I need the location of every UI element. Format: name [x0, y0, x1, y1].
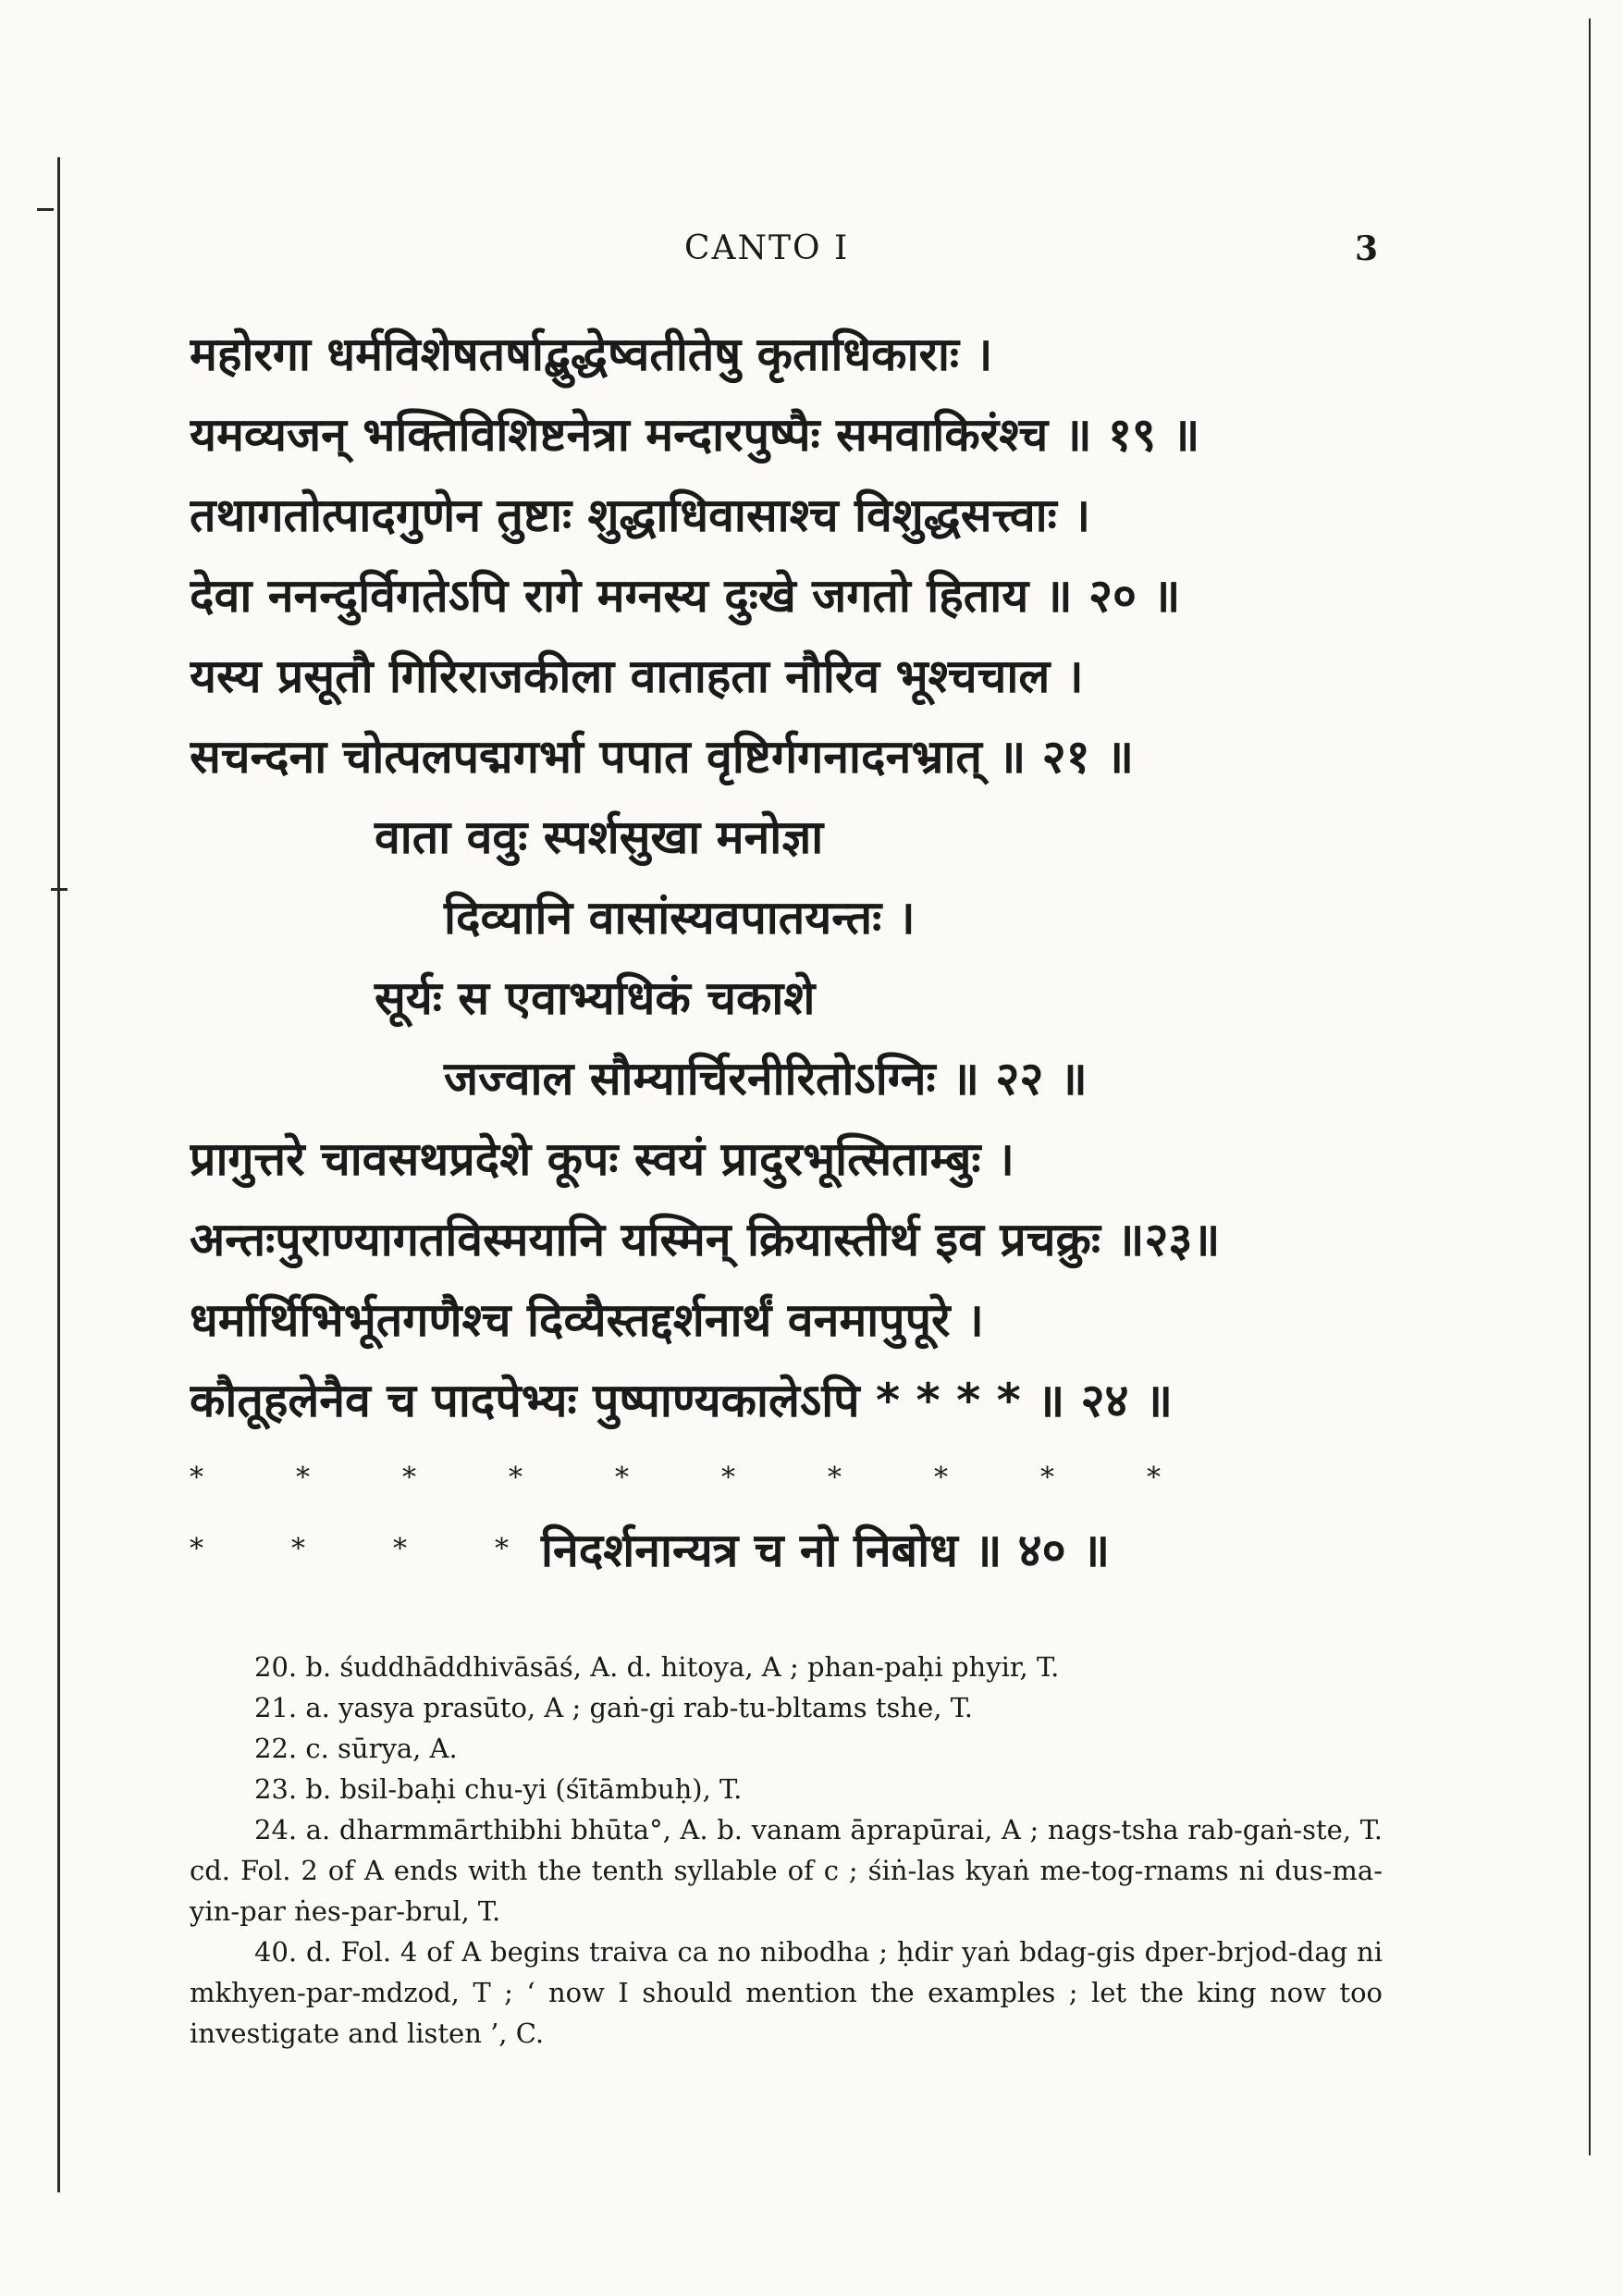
verse-line: प्रागुत्तरे चावसथप्रदेशे कूपः स्वयं प्रादुरभूत्सिताम्बुः । [190, 1132, 1014, 1186]
footnote: 40. d. Fol. 4 of A begins traiva ca no nibodha ; ḥdir yaṅ bdag-gis dper-brjod-dag ni mkhyen-par-mdzod, T ; ‘ now I should mention the examples ; let the king now too investigate and listen ’, C. [190, 1936, 1383, 2049]
page-number: 3 [1354, 229, 1378, 268]
verse-line: यमव्यजन् भक्तिविशिष्टनेत्रा मन्दारपुष्पैः समवाकिरंश्च ॥ १९ ॥ [190, 408, 1200, 462]
lacuna-star-row [190, 1462, 1207, 1499]
binding-mark [51, 888, 68, 891]
footnote: 24. a. dharmmārthibhi bhūta°, A. b. vanam āprapūrai, A ; nags-tsha rab-gaṅ-ste, T. cd. Fol. 2 of A ends with the tenth syllable of c ; śiṅ-las kyaṅ me-tog-rnams ni dus-ma-yin-par ṅes-par-brul, T. [190, 1814, 1383, 1927]
verse-line: जज्वाल सौम्यार्चिरनीरितोऽग्निः ॥ २२ ॥ [444, 1052, 1088, 1105]
footnote: 20. b. śuddhāddhivāsāś, A. d. hitoya, A ; phan-paḥi phyir, T. [254, 1651, 1060, 1683]
verse-line: दिव्यानि वासांस्यवपातयन्तः । [444, 891, 916, 944]
canto-title: CANTO I [684, 229, 850, 267]
verse-line: देवा ननन्दुर्विगतेऽपि रागे मग्नस्य दुःखे जगतो हिताय ॥ २० ॥ [190, 569, 1181, 623]
lacuna-star: * [291, 1532, 305, 1565]
critical-apparatus [190, 1647, 1383, 2054]
footnote: 22. c. sūrya, A. [254, 1733, 458, 1764]
verse-line: तथागतोत्पादगुणेन तुष्टाः शुद्धाधिवासाश्च विशुद्धसत्त्वाः । [190, 488, 1091, 542]
lacuna-star: * [934, 1462, 948, 1494]
lacuna-star: * [721, 1462, 735, 1494]
verse-line: यस्य प्रसूतौ गिरिराजकीला वाताहता नौरिव भूश्चचाल । [190, 649, 1084, 703]
lacuna-star: * [190, 1462, 203, 1494]
footnote: 21. a. yasya prasūto, A ; gaṅ-gi rab-tu-bltams tshe, T. [254, 1692, 974, 1723]
lacuna-star: * [190, 1532, 203, 1565]
lacuna-final-line [190, 1517, 1392, 1591]
binding-mark [37, 208, 54, 211]
lacuna-star: * [509, 1462, 523, 1494]
verse-line: सचन्दना चोत्पलपद्मगर्भा पपात वृष्टिर्गगनादनभ्रात् ॥ २१ ॥ [190, 730, 1134, 784]
verse-line: महोरगा धर्मविशेषतर्षाद्बुद्धेष्वतीतेषु कृताधिकाराः । [190, 327, 993, 381]
verse-line: अन्तःपुराण्यागतविस्मयानि यस्मिन् क्रियास्तीर्थ इव प्रचक्रुः ॥२३॥ [190, 1213, 1221, 1266]
lacuna-star: * [615, 1462, 629, 1494]
left-binding-edge [57, 157, 60, 2192]
lacuna-star: * [402, 1462, 416, 1494]
verse-line: सूर्यः स एवाभ्यधिकं चकाशे [375, 971, 816, 1025]
verse-block [190, 315, 1392, 1441]
lacuna-star: * [828, 1462, 842, 1494]
lacuna-star: * [1147, 1462, 1161, 1494]
lacuna-star: * [393, 1532, 407, 1565]
verse-40-line: निदर्शनान्यत्र च नो निबोध ॥ ४० ॥ [541, 1524, 1111, 1577]
right-page-edge [1589, 19, 1591, 2155]
lacuna-star: * [495, 1532, 509, 1565]
footnote: 23. b. bsil-baḥi chu-yi (śītāmbuḥ), T. [254, 1773, 743, 1805]
verse-line: कौतूहलेनैव च पादपेभ्यः पुष्पाण्यकालेऽपि * * * * ॥ २४ ॥ [190, 1374, 1173, 1427]
lacuna-star: * [1040, 1462, 1054, 1494]
running-head [185, 229, 1378, 276]
verse-line: धर्मार्थिभिर्भूतगणैश्च दिव्यैस्तद्दर्शनार्थं वनमापुपूरे । [190, 1293, 984, 1347]
lacuna-star: * [296, 1462, 310, 1494]
verse-line: वाता ववुः स्पर्शसुखा मनोज्ञा [375, 810, 824, 864]
